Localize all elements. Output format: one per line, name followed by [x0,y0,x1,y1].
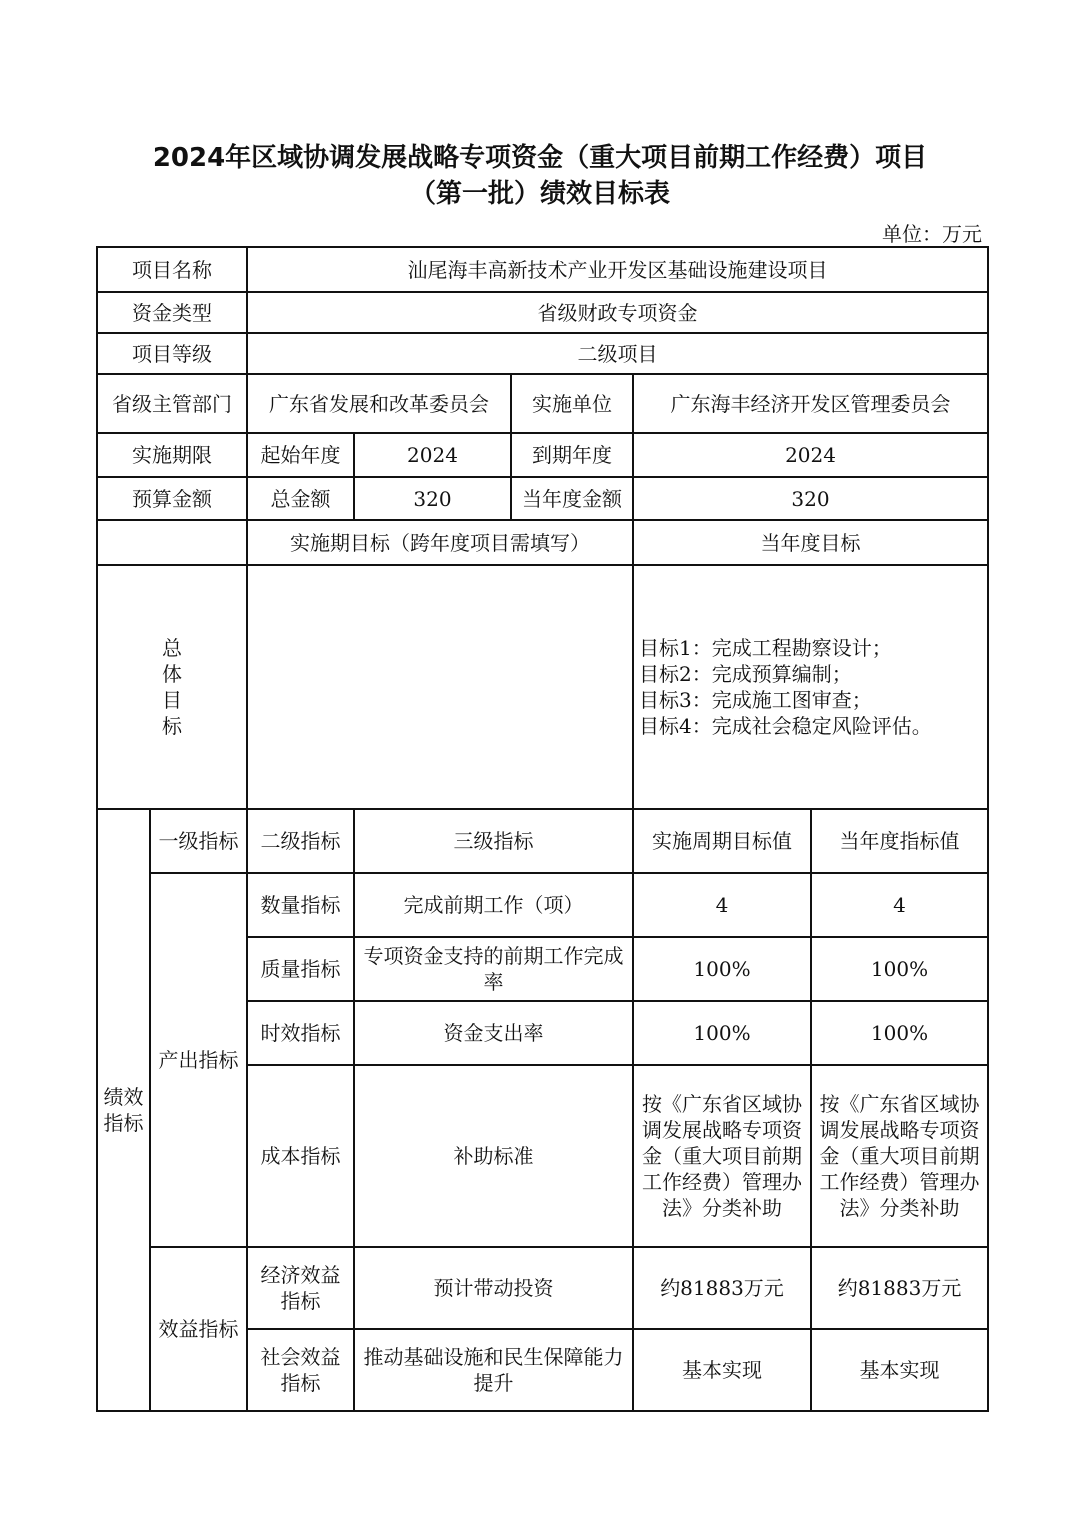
table-row [97,1247,988,1329]
year-goal-item: 目标4：完成社会稳定风险评估。 [639,714,932,738]
row-project-level [97,333,988,374]
project-name-label: 项目名称 [97,247,247,292]
level2-cell: 社会效益指标 [247,1329,354,1411]
year-amount-label: 当年度金额 [511,477,633,520]
title-line-1: 2024年区域协调发展战略专项资金（重大项目前期工作经费）项目 [152,143,928,173]
year-goal-item: 目标2：完成预算编制； [639,662,852,686]
row-indicator-headers [97,809,988,873]
impl-target-cell: 约81883万元 [633,1247,811,1329]
performance-indicator-label: 绩效 指标 [97,809,150,1411]
row-overall-goals [97,565,988,809]
impl-target-cell: 100% [633,937,811,1001]
impl-target-cell: 4 [633,873,811,937]
level3-cell: 补助标准 [354,1065,633,1247]
project-name-value: 汕尾海丰高新技术产业开发区基础设施建设项目 [247,247,988,292]
row-period [97,433,988,477]
start-year-value: 2024 [354,433,511,477]
unit-label: 单位：万元 [882,222,982,246]
year-target-cell: 按《广东省区域协调发展战略专项资金（重大项目前期工作经费）管理办法》分类补助 [811,1065,988,1247]
year-goal-item: 目标3：完成施工图审查； [639,688,872,712]
level2-cell: 成本指标 [247,1065,354,1247]
impl-target-cell: 按《广东省区域协调发展战略专项资金（重大项目前期工作经费）管理办法》分类补助 [633,1065,811,1247]
start-year-label: 起始年度 [247,433,354,477]
impl-unit-value: 广东海丰经济开发区管理委员会 [633,374,988,433]
impl-goal-header: 实施期目标（跨年度项目需填写） [247,520,633,565]
output-indicator-label: 产出指标 [150,873,247,1247]
end-year-value: 2024 [633,433,988,477]
year-target-cell: 100% [811,1001,988,1065]
performance-target-table [96,246,989,1412]
fund-type-label: 资金类型 [97,292,247,333]
row-budget [97,477,988,520]
level3-cell: 资金支出率 [354,1001,633,1065]
table-row [97,873,988,937]
level2-cell: 质量指标 [247,937,354,1001]
row-goal-headers [97,520,988,565]
year-goal-content [633,565,988,809]
year-target-cell: 4 [811,873,988,937]
budget-label: 预算金额 [97,477,247,520]
end-year-label: 到期年度 [511,433,633,477]
row-project-name [97,247,988,292]
level1-header: 一级指标 [150,809,247,873]
level3-cell: 预计带动投资 [354,1247,633,1329]
level2-cell: 时效指标 [247,1001,354,1065]
level3-cell: 推动基础设施和民生保障能力提升 [354,1329,633,1411]
level3-cell: 完成前期工作（项） [354,873,633,937]
year-goal-header: 当年度目标 [633,520,988,565]
fund-type-value: 省级财政专项资金 [247,292,988,333]
level3-header: 三级指标 [354,809,633,873]
impl-target-cell: 100% [633,1001,811,1065]
impl-unit-label: 实施单位 [511,374,633,433]
total-amount-label: 总金额 [247,477,354,520]
department-label: 省级主管部门 [97,374,247,433]
level2-cell: 经济效益指标 [247,1247,354,1329]
benefit-indicator-label: 效益指标 [150,1247,247,1411]
year-goal-item: 目标1：完成工程勘察设计； [639,636,892,660]
year-target-cell: 约81883万元 [811,1247,988,1329]
year-target-header: 当年度指标值 [811,809,988,873]
impl-goal-content [247,565,633,809]
title-line-2: （第一批）绩效目标表 [409,179,670,209]
overall-goal-label: 总 体 目 标 [97,565,247,809]
goal-header-blank [97,520,247,565]
year-amount-value: 320 [633,477,988,520]
period-label: 实施期限 [97,433,247,477]
impl-target-header: 实施周期目标值 [633,809,811,873]
impl-target-cell: 基本实现 [633,1329,811,1411]
year-target-cell: 基本实现 [811,1329,988,1411]
row-fund-type [97,292,988,333]
total-amount-value: 320 [354,477,511,520]
year-target-cell: 100% [811,937,988,1001]
project-level-value: 二级项目 [247,333,988,374]
level2-cell: 数量指标 [247,873,354,937]
level3-cell: 专项资金支持的前期工作完成率 [354,937,633,1001]
department-value: 广东省发展和改革委员会 [247,374,511,433]
row-department [97,374,988,433]
level2-header: 二级指标 [247,809,354,873]
project-level-label: 项目等级 [97,333,247,374]
